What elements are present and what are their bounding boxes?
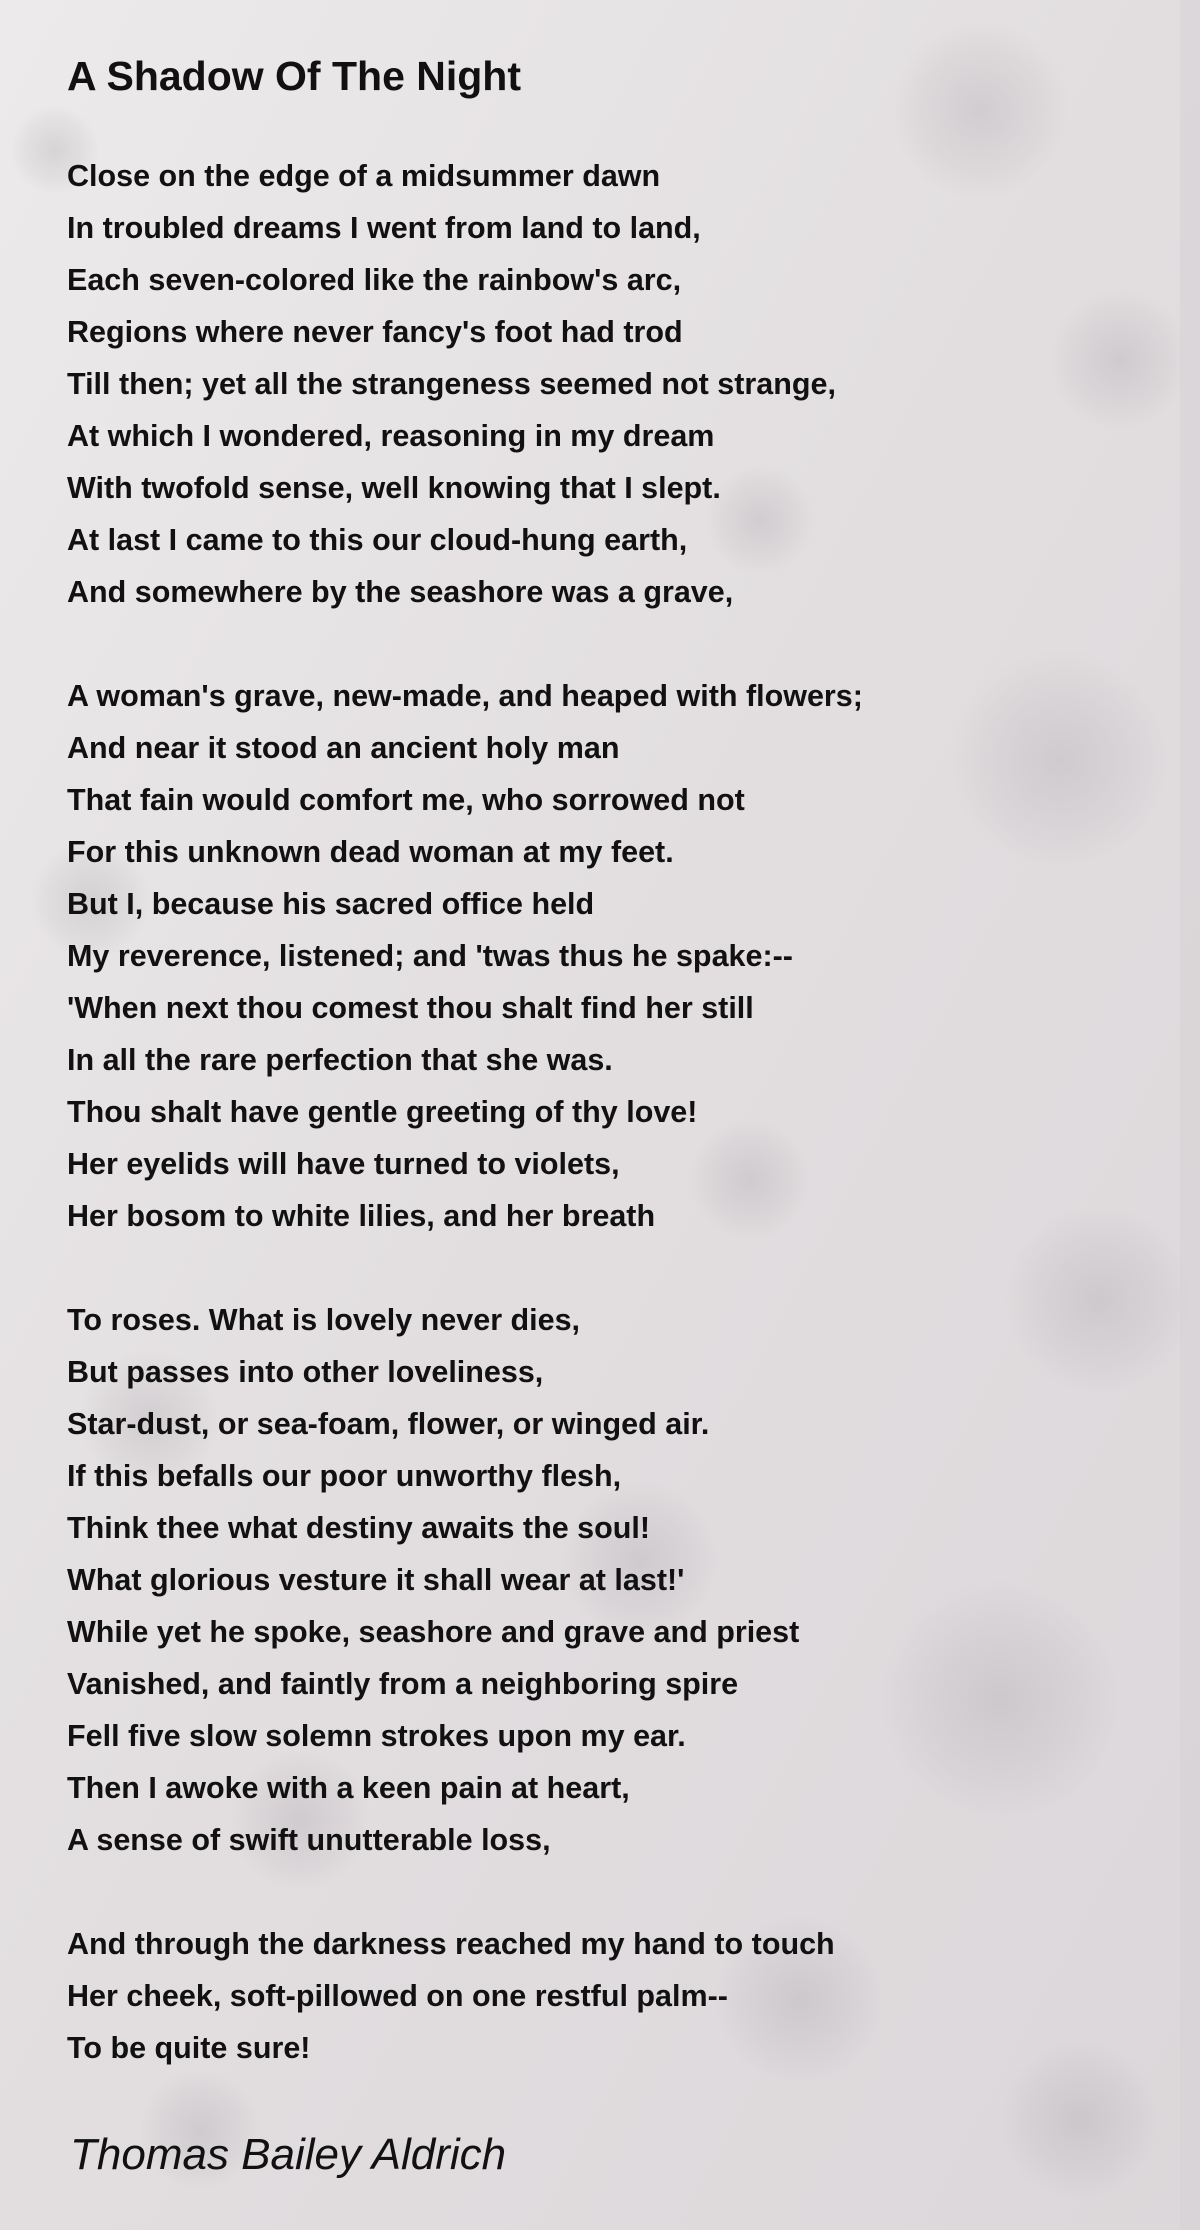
poem-line: And through the darkness reached my hand to touch xyxy=(67,1927,835,1961)
poem-line: Star-dust, or sea-foam, flower, or winged air. xyxy=(67,1407,710,1441)
poem-line: Fell five slow solemn strokes upon my ear. xyxy=(67,1719,686,1753)
poem-line: 'When next thou comest thou shalt find her still xyxy=(67,991,754,1025)
poem-author: Thomas Bailey Aldrich xyxy=(70,2130,507,2179)
stanza-break xyxy=(67,1866,863,1918)
poem-line: If this befalls our poor unworthy flesh, xyxy=(67,1459,622,1493)
poem-line: And near it stood an ancient holy man xyxy=(67,731,620,765)
poem-line: But passes into other loveliness, xyxy=(67,1355,544,1389)
poem-line: Then I awoke with a keen pain at heart, xyxy=(67,1771,630,1805)
poem-line: Thou shalt have gentle greeting of thy love! xyxy=(67,1095,698,1129)
poem-line: Her cheek, soft-pillowed on one restful palm-- xyxy=(67,1979,728,2013)
poem-line: To be quite sure! xyxy=(67,2031,311,2065)
stanza-break xyxy=(67,618,863,670)
poem-line: Think thee what destiny awaits the soul! xyxy=(67,1511,650,1545)
poem-line: For this unknown dead woman at my feet. xyxy=(67,835,674,869)
poem-body xyxy=(67,150,863,2074)
poem-line: Vanished, and faintly from a neighboring spire xyxy=(67,1667,739,1701)
poem-line: Till then; yet all the strangeness seemed not strange, xyxy=(67,367,836,401)
poem-line: And somewhere by the seashore was a grave, xyxy=(67,575,734,609)
poem-line: A sense of swift unutterable loss, xyxy=(67,1823,551,1857)
poem-line: Close on the edge of a midsummer dawn xyxy=(67,159,661,193)
poem-line: That fain would comfort me, who sorrowed not xyxy=(67,783,745,817)
poem-line: Each seven-colored like the rainbow's arc, xyxy=(67,263,682,297)
poem-line: My reverence, listened; and 'twas thus he spake:-- xyxy=(67,939,793,973)
poem-line: But I, because his sacred office held xyxy=(67,887,595,921)
poem-line: What glorious vesture it shall wear at last!' xyxy=(67,1563,685,1597)
poem-line: A woman's grave, new-made, and heaped with flowers; xyxy=(67,679,863,713)
poem-line: At which I wondered, reasoning in my dream xyxy=(67,419,715,453)
stanza-break xyxy=(67,1242,863,1294)
poem-line: Her eyelids will have turned to violets, xyxy=(67,1147,620,1181)
poem-line: To roses. What is lovely never dies, xyxy=(67,1303,581,1337)
poem-line: In all the rare perfection that she was. xyxy=(67,1043,613,1077)
poem-title: A Shadow Of The Night xyxy=(67,53,522,99)
poem-line: In troubled dreams I went from land to land, xyxy=(67,211,701,245)
poem-line: At last I came to this our cloud-hung earth, xyxy=(67,523,688,557)
poem-line: While yet he spoke, seashore and grave and priest xyxy=(67,1615,800,1649)
poem-line: Regions where never fancy's foot had trod xyxy=(67,315,683,349)
poem-line: Her bosom to white lilies, and her breath xyxy=(67,1199,656,1233)
poem-line: With twofold sense, well knowing that I slept. xyxy=(67,471,721,505)
